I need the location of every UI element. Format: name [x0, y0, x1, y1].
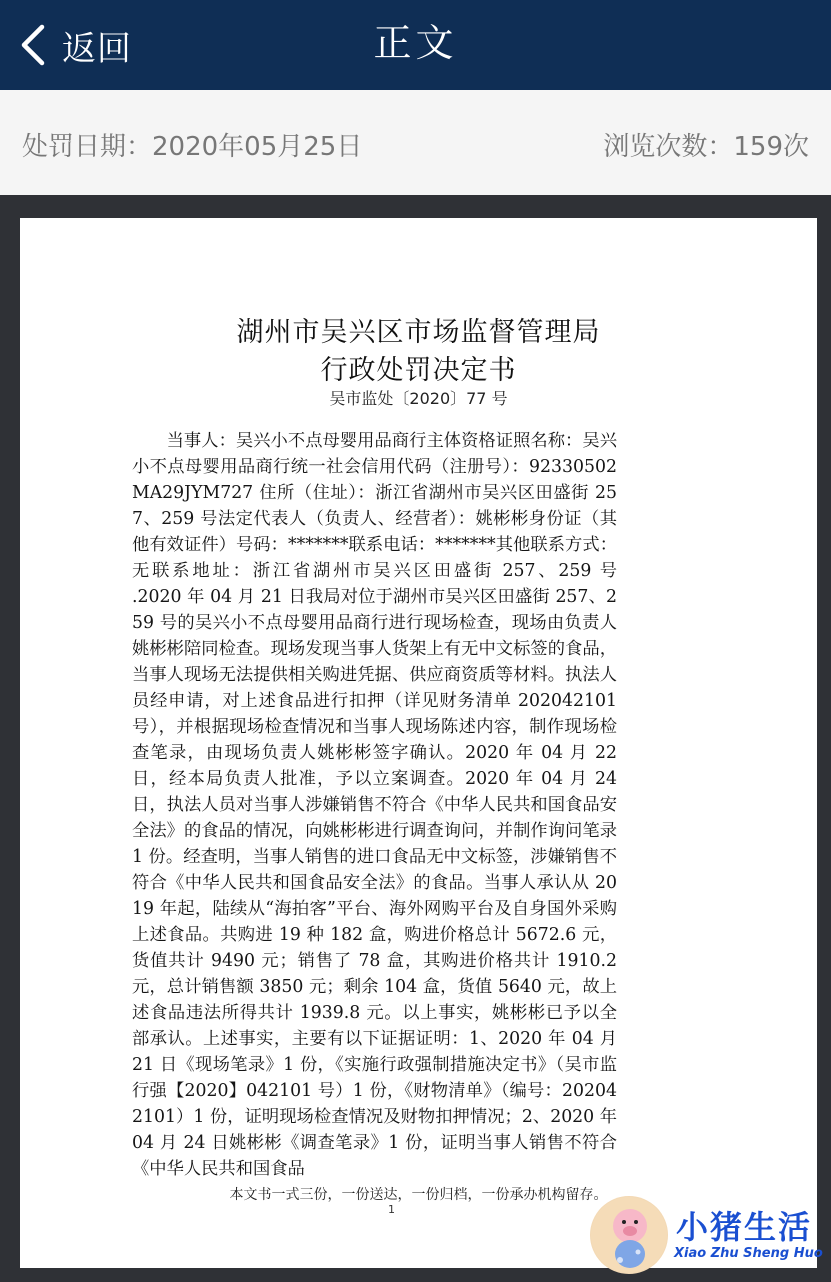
info-bar: [0, 90, 831, 195]
document-subtitle: 行政处罚决定书: [320, 355, 517, 386]
page-title: 正文: [373, 21, 458, 65]
document-page[interactable]: [20, 218, 817, 1268]
document-number: 吴市监处〔2020〕77 号: [329, 389, 508, 408]
watermark-name: 小猪生活: [676, 1208, 813, 1246]
document-footer-note: 本文书一式三份，一份送达，一份归档，一份承办机构留存。: [229, 1187, 608, 1203]
document-body: 当事人：吴兴小不点母婴用品商行主体资格证照名称：吴兴小不点母婴用品商行统一社会信用代码（注册号）：92330502MA29JYM727 住所（住址）：浙江省湖州市吴兴区田盛街 257、259 号法定代表人（负责人、经营者）：姚彬彬身份证（其他有效证件）号码：*******联系电话：*******其他联系方式：无联系地址：浙江省湖州市吴兴区田盛街 257、259 号 .2020 年 04 月 21 日我局对位于湖州市吴兴区田盛街 257、259 号的吴兴小不点母婴用品商行进行现场检查，现场由负责人姚彬彬陪同检查。现场发现当事人货架上有无中文标签的食品，当事人现场无法提供相关购进凭据、供应商资质等材料。执法人员经申请，对上述食品进行扣押（详见财务清单 202042101 号），并根据现场检查情况和当事人现场陈述内容，制作现场检查笔录，由现场负责人姚彬彬签字确认。2020 年 04 月 22 日，经本局负责人批准，予以立案调查。2020 年 04 月 24 日，执法人员对当事人涉嫌销售不符合《中华人民共和国食品安全法》的食品的情况，向姚彬彬进行调查询问，并制作询问笔录 1 份。经查明，当事人销售的进口食品无中文标签，涉嫌销售不符合《中华人民共和国食品安全法》的食品。当事人承认从 2019 年起，陆续从“海拍客”平台、海外网购平台及自身国外采购上述食品。共购进 19 种 182 盒，购进价格总计 5672.6 元，货值共计 9490 元；销售了 78 盒，其购进价格共计 1910.2 元，总计销售额 3850 元；剩余 104 盒，货值 5640 元，故上述食品违法所得共计 1939.8 元。以上事实，姚彬彬已予以全部承认。上述事实，主要有以下证据证明：1、2020 年 04 月 21 日《现场笔录》1 份，《实施行政强制措施决定书》（吴市监行强【2020】042101 号）1 份，《财物清单》（编号：202042101）1 份，证明现场检查情况及财物扣押情况；2、2020 年 04 月 24 日姚彬彬《调查笔录》1 份，证明当事人销售不符合《中华人民共和国食品: [132, 431, 727, 1179]
penalty-date: 处罚日期：2020年05月25日: [22, 132, 363, 162]
watermark-pinyin: Xiao Zhu Sheng Huo: [674, 1246, 823, 1261]
watermark: [590, 1196, 830, 1276]
view-count: 浏览次数：159次: [603, 132, 809, 162]
page-number: 1: [388, 1203, 395, 1216]
pig-mascot-icon: [590, 1196, 668, 1274]
top-navbar: [0, 0, 831, 90]
back-label: 返回: [62, 28, 132, 69]
document-title: 湖州市吴兴区市场监督管理局: [236, 317, 601, 348]
